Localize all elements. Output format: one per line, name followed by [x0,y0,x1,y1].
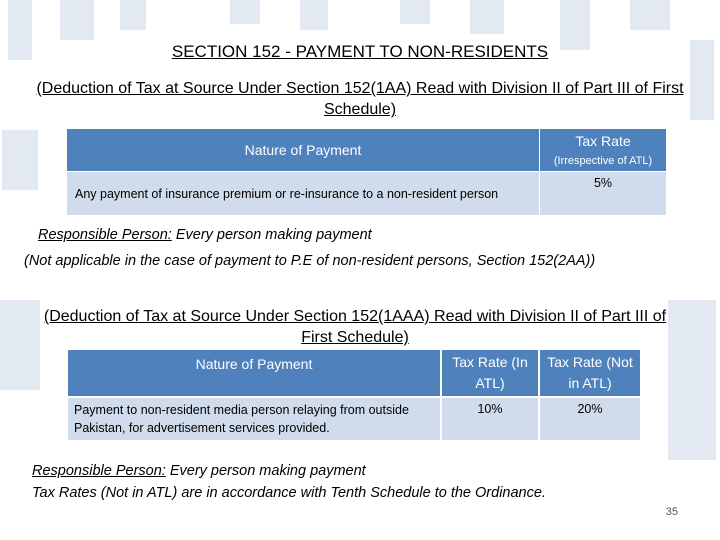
cell-nature [67,172,540,216]
table-header-row [67,129,667,172]
cell-rate-not-atl-text: 20% [577,402,603,416]
header-nature [67,349,441,397]
section1-note: (Not applicable in the case of payment to P.E of non-resident persons, Section 152(2AA)) [24,253,596,269]
cell-rate-atl [441,397,539,441]
section2-table [66,348,642,442]
table-row [67,172,667,216]
cell-rate [540,172,667,216]
header-rate-atl-label: Tax Rate (In ATL) [452,354,528,391]
page-title: SECTION 152 - PAYMENT TO NON-RESIDENTS [171,42,549,61]
responsible-text: Every person making payment [165,463,366,479]
header-nature-label: Nature of Payment [195,356,313,372]
header-rate-not-atl [539,349,641,397]
section2-responsible [32,461,366,481]
watermark-block [230,0,260,24]
responsible-label: Responsible Person: [32,463,166,479]
responsible-text: Every person making payment [171,227,372,243]
header-rate-atl [441,349,539,397]
cell-rate-text: 5% [593,176,613,190]
section1-responsible [38,225,372,245]
table-header-row [67,349,641,397]
header-nature-label: Nature of Payment [244,142,362,158]
page-number: 35 [665,506,678,518]
watermark-block [300,0,328,30]
section2-note: Tax Rates (Not in ATL) are in accordance with Tenth Schedule to the Ordinance. [32,485,546,501]
watermark-block [60,0,94,40]
section2-heading: (Deduction of Tax at Source Under Section 152(1AAA) Read with Division II of Part III of First Schedule) [43,308,667,346]
table-row [67,397,641,441]
watermark-block [630,0,670,30]
cell-nature [67,397,441,441]
watermark-block [120,0,146,30]
cell-rate-atl-text: 10% [477,402,503,416]
watermark-block [470,0,504,34]
section1-heading: (Deduction of Tax at Source Under Section 152(1AA) Read with Division II of Part III of First Schedule) [36,80,684,118]
cell-rate-not-atl [539,397,641,441]
responsible-label: Responsible Person: [38,227,172,243]
cell-nature-text: Payment to non-resident media person relaying from outside Pakistan, for advertisement services provided. [74,403,409,435]
section1-table [66,128,667,216]
header-rate-note: (Irrespective of ATL) [553,155,653,167]
header-rate-label: Tax Rate [575,133,631,149]
header-rate [540,129,667,172]
header-nature [67,129,540,172]
cell-nature-text: Any payment of insurance premium or re-insurance to a non-resident person [75,186,499,201]
header-rate-not-atl-label: Tax Rate (Not in ATL) [547,354,633,391]
watermark-block [400,0,430,24]
watermark-block [2,130,38,190]
